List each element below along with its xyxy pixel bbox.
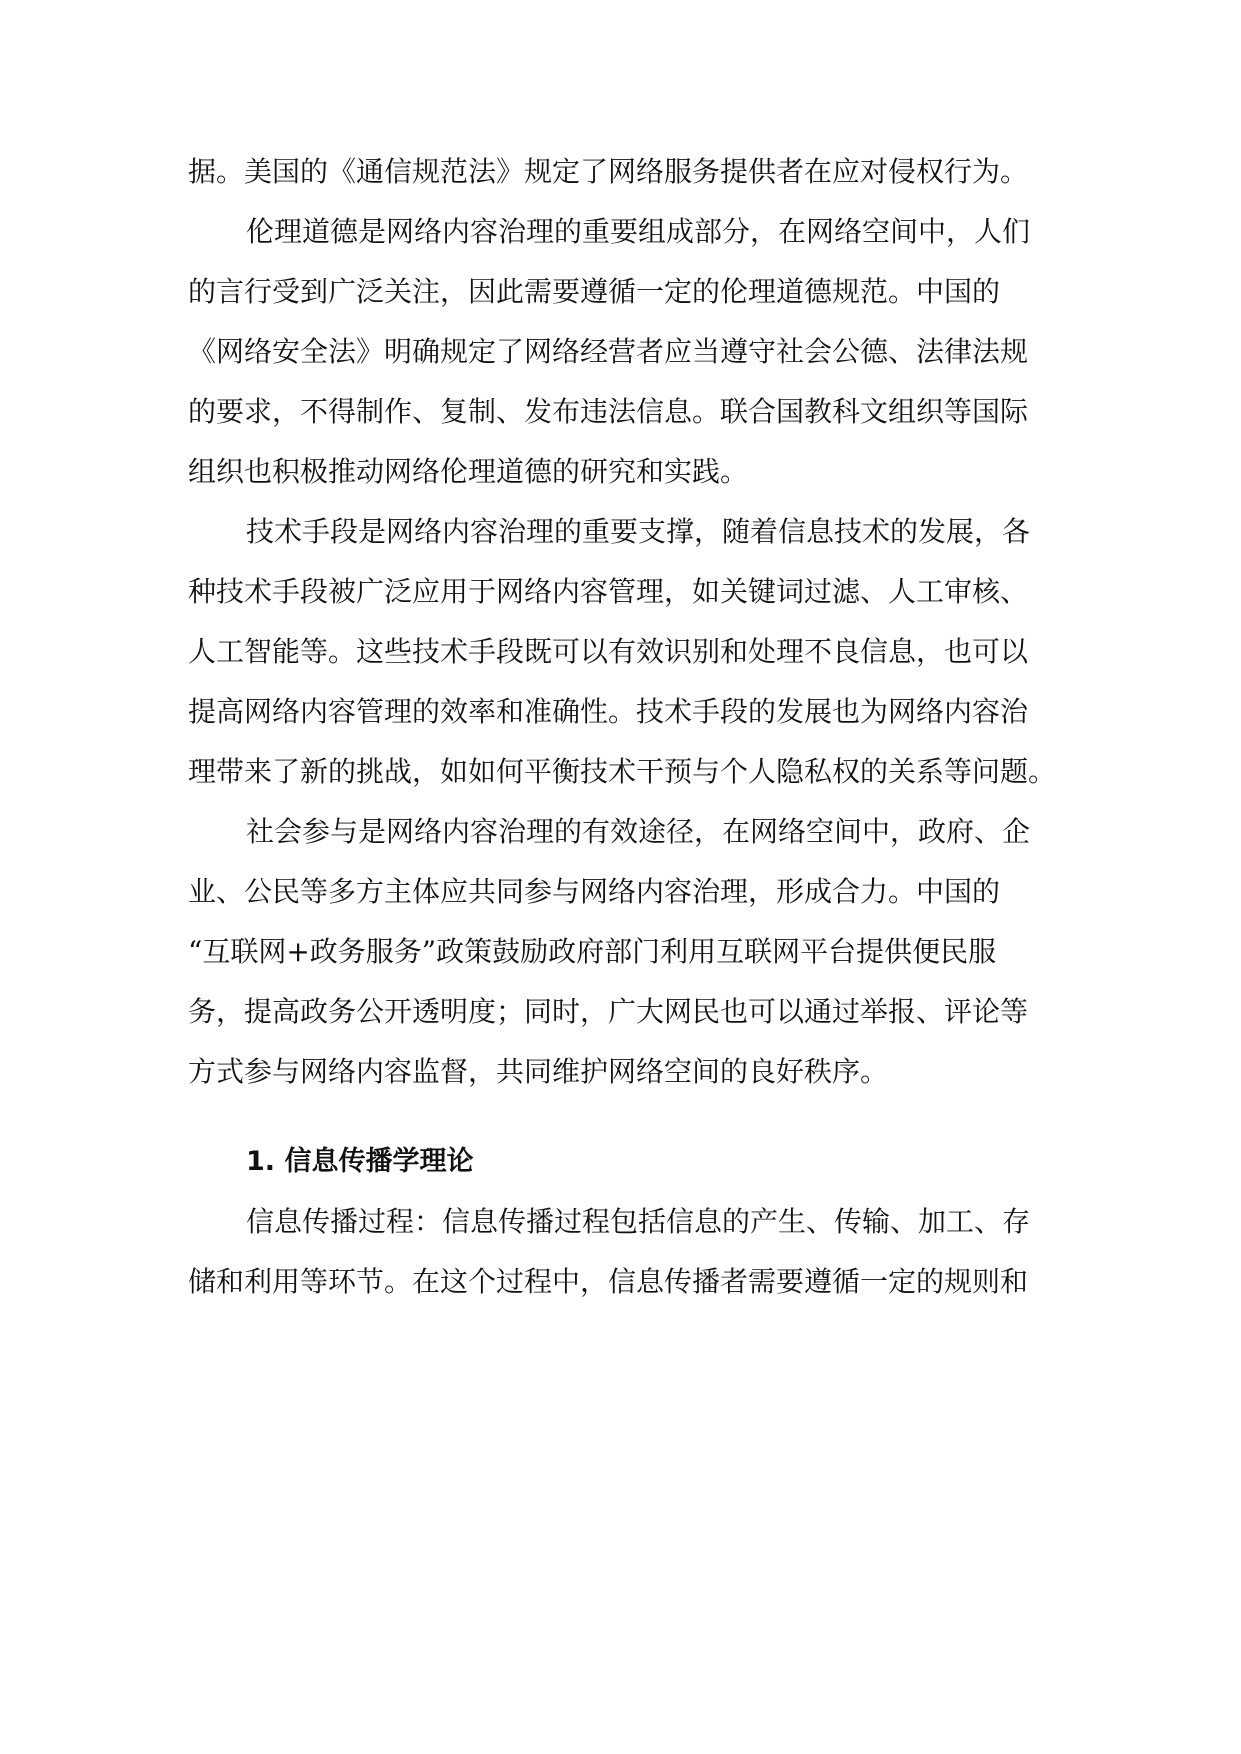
- paragraph-line: “互联网+政务服务”政策鼓励政府部门利用互联网平台提供便民服: [188, 935, 997, 968]
- paragraph-line: 《网络安全法》明确规定了网络经营者应当遵守社会公德、法律法规: [188, 335, 1029, 368]
- paragraph-line: 信息传播过程：信息传播过程包括信息的产生、传输、加工、存: [246, 1205, 1031, 1238]
- paragraph-line: 人工智能等。这些技术手段既可以有效识别和处理不良信息，也可以: [188, 635, 1029, 668]
- section-spacer: [188, 1102, 1052, 1132]
- paragraph-line: 组织也积极推动网络伦理道德的研究和实践。: [188, 455, 749, 488]
- document-page: [188, 142, 1057, 1312]
- paragraph-line: 业、公民等多方主体应共同参与网络内容治理，形成合力。中国的: [188, 875, 1001, 908]
- paragraph-line: 伦理道德是网络内容治理的重要组成部分，在网络空间中，人们: [246, 215, 1031, 248]
- paragraph-line: 提高网络内容管理的效率和准确性。技术手段的发展也为网络内容治: [188, 695, 1029, 728]
- paragraph-line: 的言行受到广泛关注，因此需要遵循一定的伦理道德规范。中国的: [188, 275, 1001, 308]
- section-heading: 1. 信息传播学理论: [246, 1146, 474, 1177]
- paragraph-line: 种技术手段被广泛应用于网络内容管理，如关键词过滤、人工审核、: [188, 575, 1029, 608]
- paragraph-line: 方式参与网络内容监督，共同维护网络空间的良好秩序。: [188, 1055, 889, 1088]
- paragraph-line: 据。美国的《通信规范法》规定了网络服务提供者在应对侵权行为。: [188, 155, 1029, 188]
- paragraph-line: 务，提高政务公开透明度；同时，广大网民也可以通过举报、评论等: [188, 995, 1029, 1028]
- paragraph-line: 理带来了新的挑战，如如何平衡技术干预与个人隐私权的关系等问题。: [188, 755, 1057, 788]
- paragraph-line: 的要求，不得制作、复制、发布违法信息。联合国教科文组织等国际: [188, 395, 1029, 428]
- paragraph-line: 技术手段是网络内容治理的重要支撑，随着信息技术的发展，各: [246, 515, 1031, 548]
- paragraph-line: 储和利用等环节。在这个过程中，信息传播者需要遵循一定的规则和: [188, 1265, 1029, 1298]
- paragraph-line: 社会参与是网络内容治理的有效途径，在网络空间中，政府、企: [246, 815, 1031, 848]
